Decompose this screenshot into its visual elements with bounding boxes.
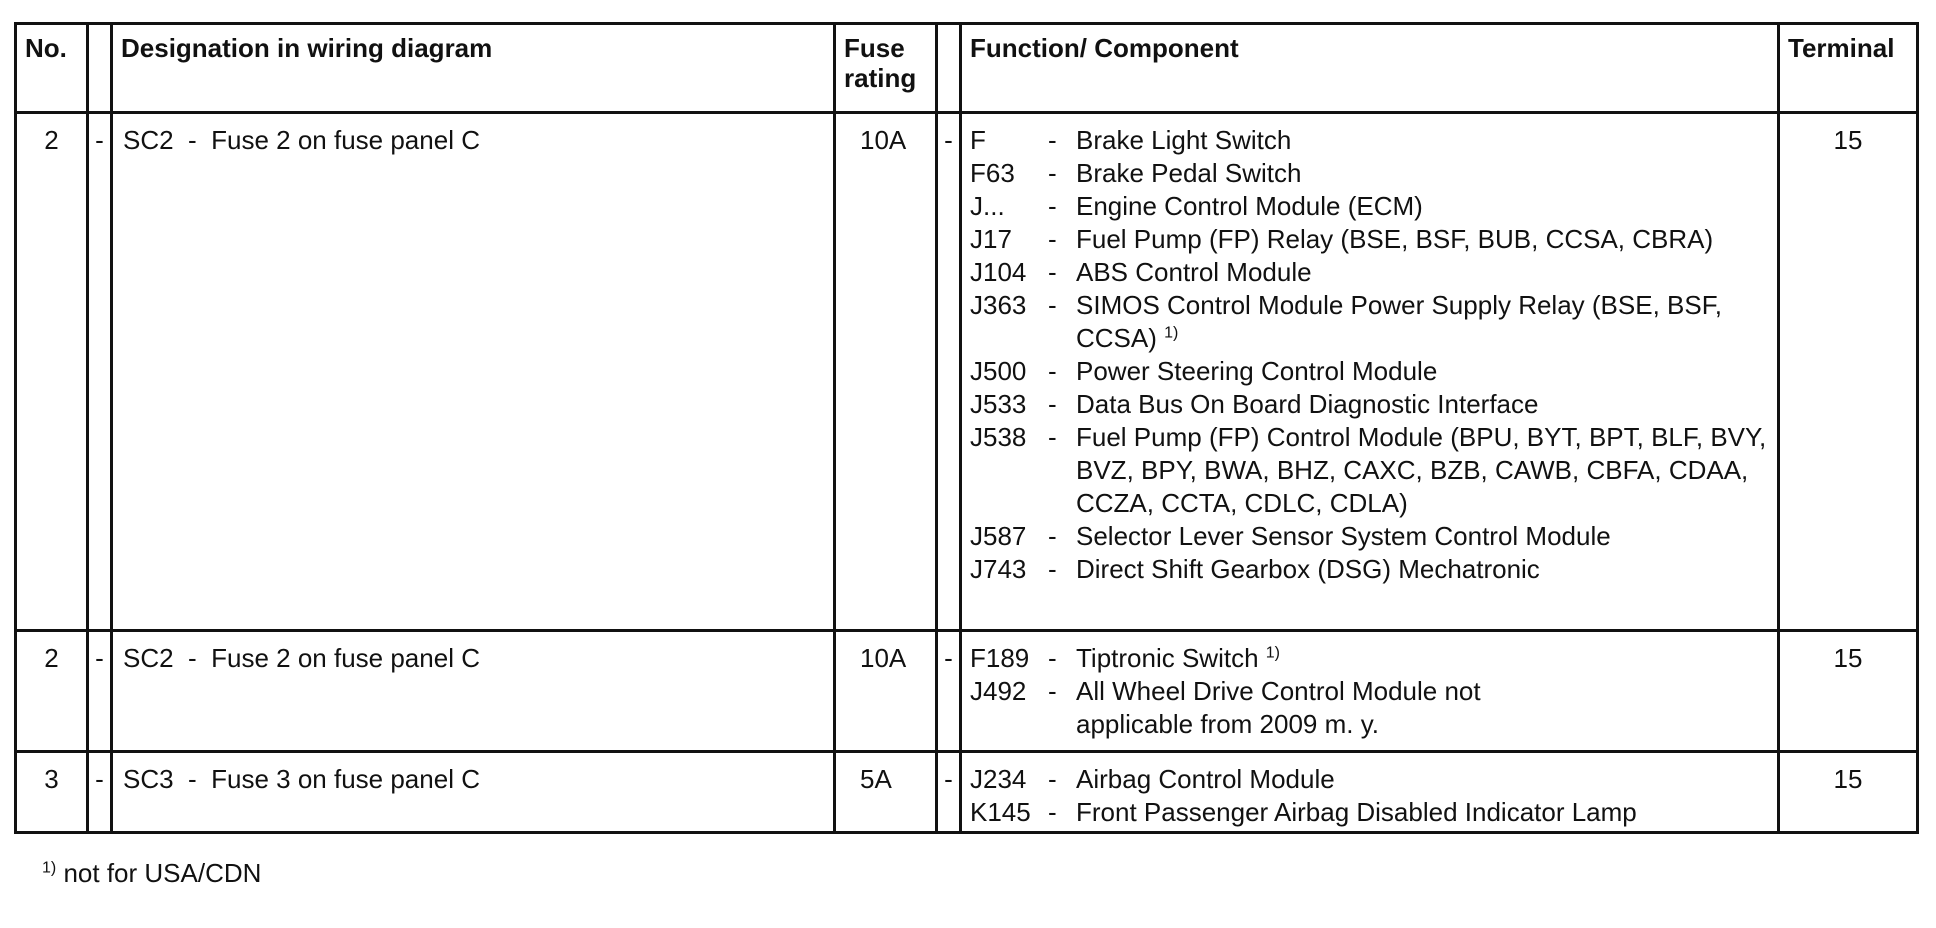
table-header-row <box>16 24 1918 113</box>
row-terminal: 15 <box>1779 113 1918 631</box>
footnote-text: not for USA/CDN <box>56 858 262 888</box>
row-fuse-rating: 10A <box>835 631 937 752</box>
row-dash: - <box>937 631 961 752</box>
component-item <box>970 675 1777 741</box>
header-designation: Designation in wiring diagram <box>112 24 835 113</box>
footnote-marker: 1) <box>1265 644 1281 662</box>
component-desc: All Wheel Drive Control Module not applicable from 2009 m. y. <box>1076 676 1481 739</box>
component-sep: - <box>1048 422 1057 452</box>
header-fuse-rating: Fuse rating <box>835 24 937 113</box>
component-desc: Selector Lever Sensor System Control Module <box>1076 521 1611 551</box>
row-dash: - <box>88 631 112 752</box>
row-dash: - <box>937 113 961 631</box>
component-code: J500 <box>970 356 1027 386</box>
component-sep: - <box>1048 554 1057 584</box>
row-terminal: 15 <box>1779 631 1918 752</box>
component-code: J363 <box>970 290 1027 320</box>
component-desc: Brake Pedal Switch <box>1076 158 1302 188</box>
component-item <box>970 124 1777 157</box>
footnote-marker: 1) <box>1164 324 1179 342</box>
row-dash: - <box>937 752 961 833</box>
component-code: K145 <box>970 797 1031 827</box>
component-code: F <box>970 125 986 155</box>
component-sep: - <box>1048 389 1057 419</box>
component-desc: Power Steering Control Module <box>1076 356 1438 386</box>
component-sep: - <box>1048 224 1057 254</box>
row-components <box>961 113 1779 631</box>
component-item <box>970 796 1777 829</box>
component-sep: - <box>1048 158 1057 188</box>
component-desc: Data Bus On Board Diagnostic Interface <box>1076 389 1539 419</box>
row-components <box>961 631 1779 752</box>
component-desc: Fuel Pump (FP) Control Module (BPU, BYT, BPT, BLF, BVY, BVZ, BPY, BWA, BHZ, CAXC, BZB, CAWB, CBFA, CDAA, CCZA, CCTA, CDLC, CDLA) <box>1076 422 1767 518</box>
component-code: J492 <box>970 676 1027 706</box>
row-fuse-rating: 5A <box>835 752 937 833</box>
component-desc <box>1076 289 1777 355</box>
footnote <box>42 858 261 889</box>
component-code: J234 <box>970 764 1027 794</box>
component-desc: Fuel Pump (FP) Relay (BSE, BSF, BUB, CCSA, CBRA) <box>1076 224 1714 254</box>
component-item <box>970 421 1777 520</box>
component-sep: - <box>1048 191 1057 221</box>
component-sep: - <box>1048 797 1057 827</box>
row-dash: - <box>88 113 112 631</box>
component-sep: - <box>1048 356 1057 386</box>
table-row <box>16 752 1918 833</box>
component-sep: - <box>1048 521 1057 551</box>
row-designation: SC2 - Fuse 2 on fuse panel C <box>112 631 835 752</box>
component-code: J... <box>970 191 1005 221</box>
component-sep: - <box>1048 290 1057 320</box>
component-code: J743 <box>970 554 1027 584</box>
component-item <box>970 256 1777 289</box>
component-sep: - <box>1048 764 1057 794</box>
header-function: Function/ Component <box>961 24 1779 113</box>
component-item <box>970 553 1777 586</box>
row-fuse-rating: 10A <box>835 113 937 631</box>
component-desc: Direct Shift Gearbox (DSG) Mechatronic <box>1076 554 1540 584</box>
table-row <box>16 631 1918 752</box>
component-item <box>970 355 1777 388</box>
component-desc: Airbag Control Module <box>1076 764 1335 794</box>
component-desc-text: SIMOS Control Module Power Supply Relay (BSE, BSF, CCSA) <box>1076 290 1722 353</box>
component-sep: - <box>1048 676 1057 706</box>
component-item <box>970 520 1777 553</box>
component-sep: - <box>1048 125 1057 155</box>
component-desc <box>1076 642 1777 675</box>
component-item <box>970 289 1777 355</box>
row-components <box>961 752 1779 833</box>
row-designation: SC3 - Fuse 3 on fuse panel C <box>112 752 835 833</box>
row-terminal: 15 <box>1779 752 1918 833</box>
component-code: J533 <box>970 389 1027 419</box>
row-no: 2 <box>16 113 88 631</box>
component-item <box>970 190 1777 223</box>
component-code: F63 <box>970 158 1015 188</box>
component-code: J104 <box>970 257 1027 287</box>
component-item <box>970 642 1777 675</box>
table-row <box>16 113 1918 631</box>
component-item <box>970 763 1777 796</box>
component-sep: - <box>1048 643 1057 673</box>
component-code: J538 <box>970 422 1027 452</box>
header-terminal: Terminal <box>1779 24 1918 113</box>
component-desc-text: Tiptronic Switch <box>1076 643 1259 673</box>
header-no: No. <box>16 24 88 113</box>
component-item <box>970 157 1777 190</box>
row-dash: - <box>88 752 112 833</box>
component-item <box>970 223 1777 256</box>
component-code: F189 <box>970 643 1030 673</box>
component-desc: Brake Light Switch <box>1076 125 1292 155</box>
component-code: J17 <box>970 224 1012 254</box>
fuse-table <box>14 22 1919 834</box>
component-desc: Engine Control Module (ECM) <box>1076 191 1423 221</box>
footnote-marker: 1) <box>42 859 57 877</box>
header-spacer <box>937 24 961 113</box>
row-no: 2 <box>16 631 88 752</box>
component-item <box>970 388 1777 421</box>
component-sep: - <box>1048 257 1057 287</box>
row-no: 3 <box>16 752 88 833</box>
component-code: J587 <box>970 521 1027 551</box>
component-desc: ABS Control Module <box>1076 257 1312 287</box>
row-designation: SC2 - Fuse 2 on fuse panel C <box>112 113 835 631</box>
component-desc: Front Passenger Airbag Disabled Indicator Lamp <box>1076 797 1637 827</box>
header-spacer <box>88 24 112 113</box>
